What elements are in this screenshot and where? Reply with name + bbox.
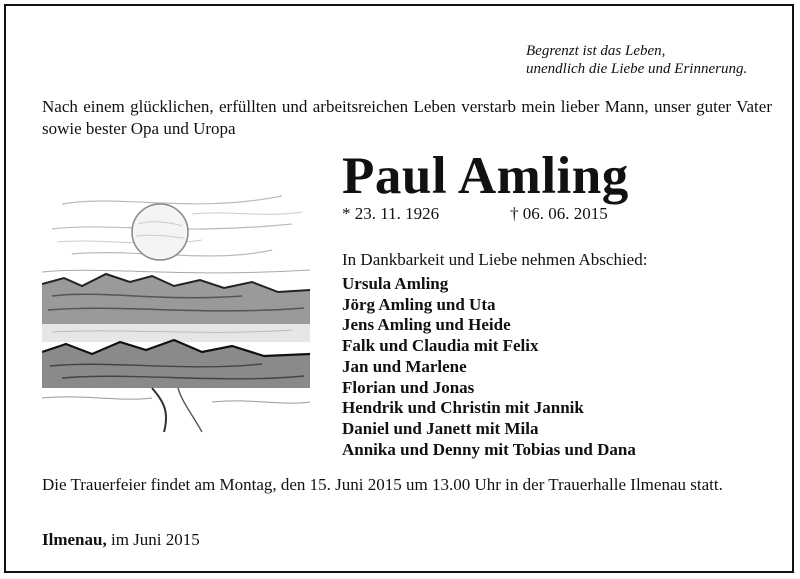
birth-date: * 23. 11. 1926 bbox=[342, 204, 440, 223]
obituary-notice bbox=[4, 4, 794, 573]
mourner-name: Jens Amling und Heide bbox=[342, 315, 511, 335]
intro-text: Nach einem glücklichen, erfüllten und arbeitsreichen Leben verstarb mein lieber Mann, unser guter Vater sowie bester Opa und Uropa bbox=[42, 97, 772, 138]
motto-line-2: unendlich die Liebe und Erinnerung. bbox=[526, 61, 748, 77]
place-date: im Juni 2015 bbox=[106, 530, 200, 549]
mourner-name: Annika und Denny mit Tobias und Dana bbox=[342, 439, 636, 459]
motto-quote bbox=[526, 42, 747, 78]
landscape-drawing bbox=[42, 174, 312, 434]
motto-line-1: Begrenzt ist das Leben, bbox=[526, 43, 666, 59]
mourner-name: Florian und Jonas bbox=[342, 377, 475, 397]
place-date-line bbox=[42, 530, 200, 550]
farewell-line: In Dankbarkeit und Liebe nehmen Abschied: bbox=[342, 250, 648, 269]
mourner-name: Jan und Marlene bbox=[342, 356, 467, 376]
place-city: Ilmenau, bbox=[42, 530, 107, 549]
mourner-name: Jörg Amling und Uta bbox=[342, 294, 496, 314]
mourner-name: Hendrik und Christin mit Jannik bbox=[342, 398, 584, 418]
mourners-list bbox=[342, 274, 636, 460]
mourner-name: Falk und Claudia mit Felix bbox=[342, 336, 539, 356]
deceased-name: Paul Amling bbox=[342, 147, 629, 205]
death-date: † 06. 06. 2015 bbox=[510, 204, 608, 223]
funeral-service-text: Die Trauerfeier findet am Montag, den 15. Juni 2015 um 13.00 Uhr in der Trauerhalle Ilmenau statt. bbox=[42, 475, 723, 494]
mourner-name: Ursula Amling bbox=[342, 274, 449, 293]
mourner-name: Daniel und Janett mit Mila bbox=[342, 418, 539, 438]
